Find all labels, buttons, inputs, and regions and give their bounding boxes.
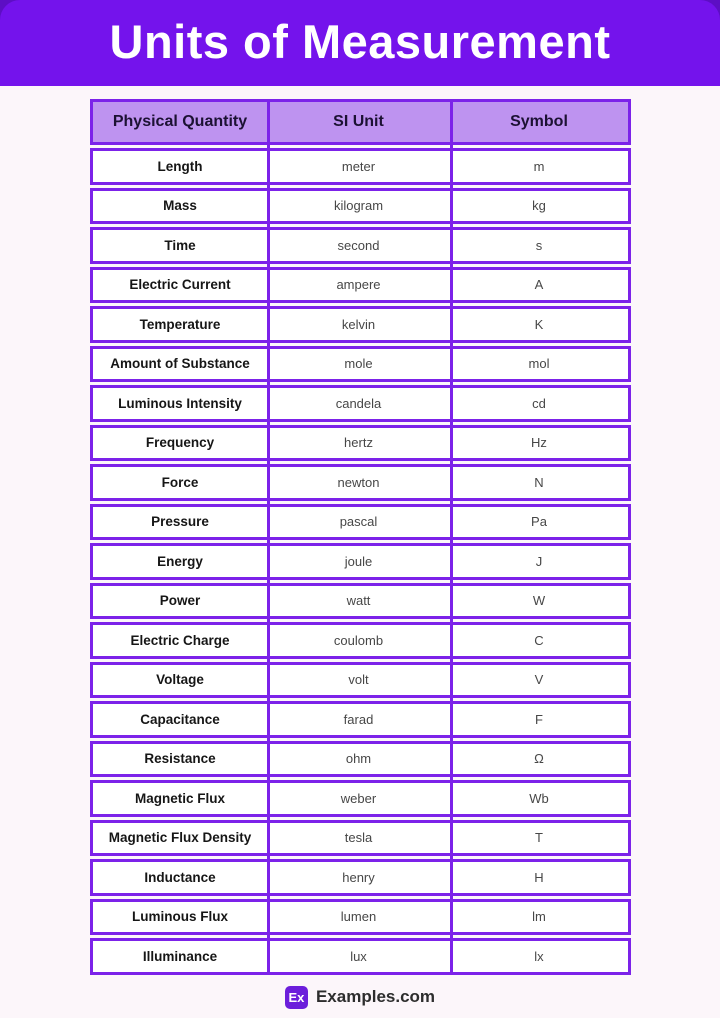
cell-symbol: W bbox=[532, 593, 546, 609]
column-header-si-unit: SI Unit bbox=[333, 113, 384, 130]
banner-backing bbox=[0, 0, 720, 86]
cell-si-unit: henry bbox=[342, 869, 375, 885]
units-table bbox=[90, 99, 631, 975]
cell-si-unit: watt bbox=[346, 593, 371, 609]
cell-physical-quantity: Mass bbox=[163, 198, 197, 214]
cell-symbol: A bbox=[534, 277, 544, 293]
table-row bbox=[90, 859, 631, 896]
cell-symbol: mol bbox=[528, 356, 550, 372]
cell-symbol: N bbox=[534, 474, 544, 490]
column-divider-1 bbox=[267, 99, 270, 975]
cell-symbol: V bbox=[534, 672, 544, 688]
cell-symbol: C bbox=[534, 632, 544, 648]
table-row bbox=[90, 938, 631, 975]
cell-symbol: Pa bbox=[531, 514, 547, 530]
cell-physical-quantity: Length bbox=[157, 158, 203, 174]
cell-symbol: F bbox=[535, 711, 543, 727]
table-row bbox=[90, 148, 631, 185]
table-row bbox=[90, 899, 631, 936]
cell-symbol: cd bbox=[532, 395, 546, 411]
table-row bbox=[90, 701, 631, 738]
cell-si-unit: weber bbox=[340, 790, 377, 806]
cell-physical-quantity: Force bbox=[161, 474, 199, 490]
table-row bbox=[90, 227, 631, 264]
cell-physical-quantity: Magnetic Flux Density bbox=[108, 830, 252, 846]
table-row bbox=[90, 662, 631, 699]
cell-si-unit: mole bbox=[344, 356, 373, 372]
table-row bbox=[90, 820, 631, 857]
table-row bbox=[90, 267, 631, 304]
table-header-row bbox=[90, 99, 631, 145]
cell-si-unit: kelvin bbox=[341, 316, 376, 332]
cell-physical-quantity: Electric Charge bbox=[130, 632, 230, 648]
cell-physical-quantity: Resistance bbox=[144, 751, 216, 767]
cell-si-unit: coulomb bbox=[333, 632, 384, 648]
cell-physical-quantity: Magnetic Flux bbox=[134, 790, 225, 806]
cell-symbol: lm bbox=[532, 909, 546, 925]
table-row bbox=[90, 780, 631, 817]
cell-si-unit: tesla bbox=[344, 830, 373, 846]
cell-symbol: s bbox=[535, 237, 543, 253]
table-row bbox=[90, 583, 631, 620]
cell-physical-quantity: Inductance bbox=[144, 869, 216, 885]
cell-si-unit: ohm bbox=[345, 751, 372, 767]
cell-si-unit: pascal bbox=[339, 514, 378, 530]
footer bbox=[0, 986, 720, 1009]
cell-symbol: T bbox=[535, 830, 543, 846]
cell-symbol: kg bbox=[532, 198, 546, 214]
cell-symbol: K bbox=[534, 316, 544, 332]
cell-si-unit: lumen bbox=[340, 909, 377, 925]
cell-physical-quantity: Illuminance bbox=[142, 948, 218, 964]
units-table-wrap bbox=[90, 99, 631, 975]
table-row bbox=[90, 741, 631, 778]
table-row bbox=[90, 425, 631, 462]
cell-symbol: lx bbox=[534, 948, 544, 964]
table-row bbox=[90, 464, 631, 501]
cell-symbol: Ω bbox=[534, 751, 544, 767]
cell-physical-quantity: Power bbox=[159, 593, 201, 609]
cell-physical-quantity: Frequency bbox=[145, 435, 215, 451]
cell-si-unit: meter bbox=[341, 158, 376, 174]
cell-physical-quantity: Luminous Intensity bbox=[118, 395, 242, 411]
column-header-symbol: Symbol bbox=[510, 113, 568, 130]
cell-physical-quantity: Amount of Substance bbox=[110, 356, 250, 372]
cell-physical-quantity: Energy bbox=[157, 553, 203, 569]
table-row bbox=[90, 346, 631, 383]
cell-si-unit: hertz bbox=[344, 435, 373, 451]
table-row bbox=[90, 385, 631, 422]
column-divider-2 bbox=[450, 99, 453, 975]
table-row bbox=[90, 622, 631, 659]
cell-symbol: J bbox=[535, 553, 543, 569]
cell-si-unit: newton bbox=[337, 474, 380, 490]
cell-symbol: Hz bbox=[531, 435, 547, 451]
cell-si-unit: lux bbox=[350, 948, 367, 964]
cell-physical-quantity: Electric Current bbox=[129, 277, 231, 293]
cell-si-unit: candela bbox=[335, 395, 382, 411]
cell-si-unit: ampere bbox=[336, 277, 381, 293]
cell-physical-quantity: Pressure bbox=[151, 514, 209, 530]
cell-physical-quantity: Capacitance bbox=[140, 711, 220, 727]
cell-symbol: H bbox=[534, 869, 544, 885]
cell-physical-quantity: Time bbox=[164, 237, 196, 253]
banner bbox=[0, 0, 720, 86]
page-title: Units of Measurement bbox=[109, 14, 611, 68]
examples-logo-icon: Ex bbox=[285, 986, 308, 1009]
cell-si-unit: joule bbox=[344, 553, 373, 569]
cell-si-unit: volt bbox=[348, 672, 369, 688]
cell-si-unit: farad bbox=[343, 711, 374, 727]
cell-physical-quantity: Temperature bbox=[139, 316, 221, 332]
table-row bbox=[90, 504, 631, 541]
footer-site-name: Examples.com bbox=[315, 987, 436, 1006]
cell-symbol: Wb bbox=[529, 790, 549, 806]
cell-si-unit: second bbox=[337, 237, 380, 253]
table-row bbox=[90, 188, 631, 225]
table-row bbox=[90, 306, 631, 343]
table-row bbox=[90, 543, 631, 580]
cell-si-unit: kilogram bbox=[333, 198, 384, 214]
cell-symbol: m bbox=[533, 158, 545, 174]
cell-physical-quantity: Voltage bbox=[156, 672, 204, 688]
cell-physical-quantity: Luminous Flux bbox=[132, 909, 228, 925]
column-header-physical-quantity: Physical Quantity bbox=[112, 113, 248, 130]
